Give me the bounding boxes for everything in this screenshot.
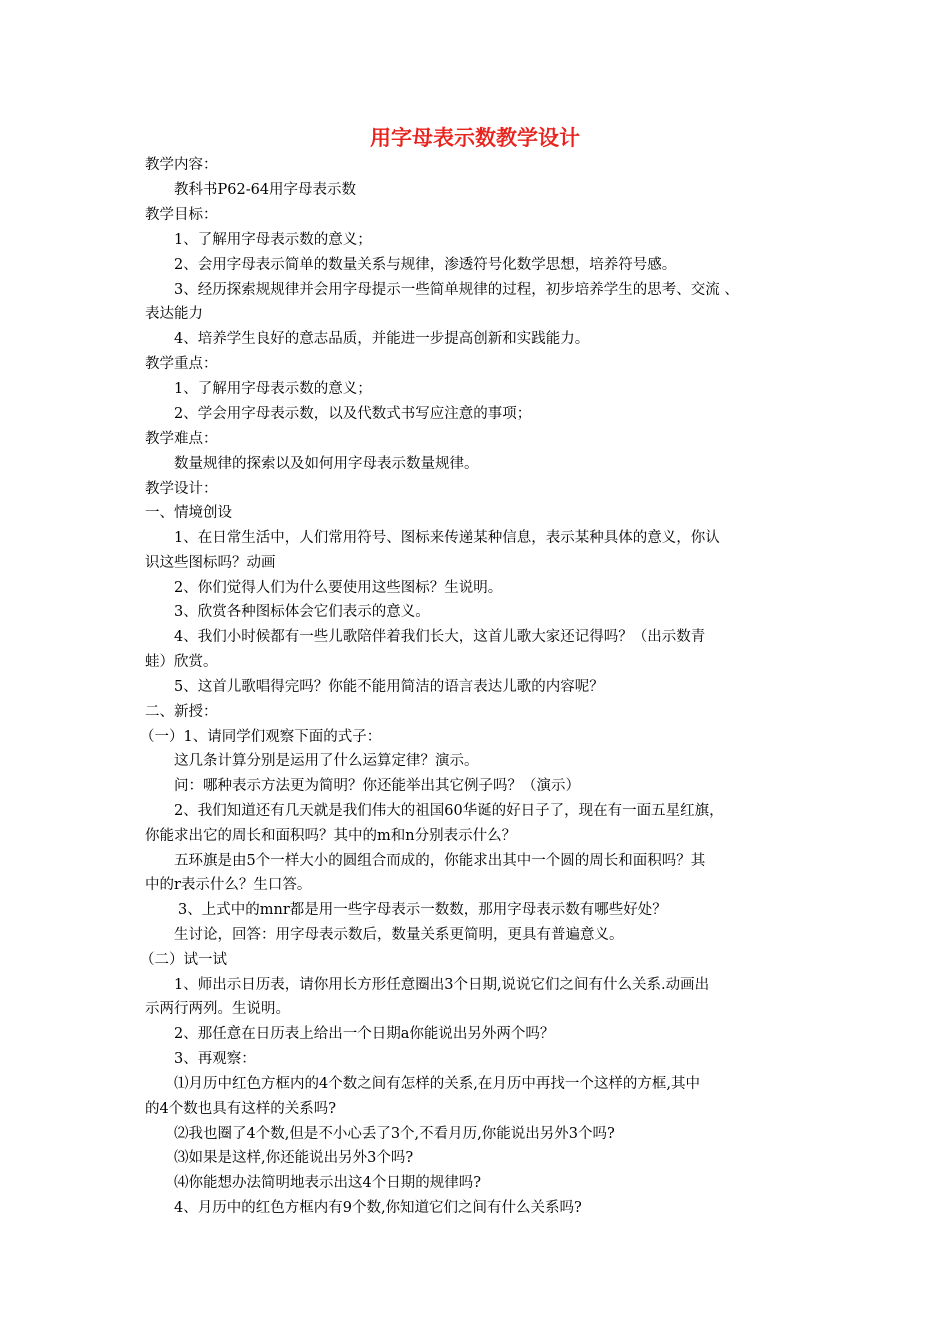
text-line: 一、情境创设 <box>145 505 232 521</box>
text-line: 4、培养学生良好的意志品质，并能进一步提高创新和实践能力。 <box>174 331 590 347</box>
text-line: 数量规律的探索以及如何用字母表示数量规律。 <box>174 456 479 472</box>
text-line: 教学内容： <box>145 157 218 173</box>
text-line: 生讨论，回答：用字母表示数后，数量关系更简明，更具有普遍意义。 <box>174 927 624 943</box>
text-line: 2、那任意在日历表上给出一个日期a你能说出另外两个吗？ <box>174 1026 555 1042</box>
text-line: ⑴月历中红色方框内的4个数之间有怎样的关系,在月历中再找一个这样的方框,其中 <box>174 1076 700 1092</box>
text-line: 教学难点： <box>145 431 218 447</box>
text-line: 4、我们小时候都有一些儿歌陪伴着我们长大，这首儿歌大家还记得吗？（出示数青 <box>174 629 706 645</box>
text-line: ⑶如果是这样,你还能说出另外3个吗? <box>174 1150 414 1166</box>
document-title: 用字母表示数教学设计 <box>370 125 580 150</box>
text-line: （二）试一试 <box>140 952 227 968</box>
text-line: 示两行两列。生说明。 <box>145 1001 290 1017</box>
text-line: 1、了解用字母表示数的意义； <box>174 232 372 248</box>
text-line: 2、我们知道还有几天就是我们伟大的祖国60华诞的好日子了，现在有一面五星红旗， <box>174 803 724 819</box>
text-line: 1、了解用字母表示数的意义； <box>174 381 372 397</box>
text-line: 3、欣赏各种图标体会它们表示的意义。 <box>174 604 430 620</box>
text-line: 2、你们觉得人们为什么要使用这些图标？生说明。 <box>174 580 503 596</box>
text-line: 教学设计： <box>145 481 218 497</box>
text-line: 问：哪种表示方法更为简明？你还能举出其它例子吗？（演示） <box>174 778 580 794</box>
text-line: 识这些图标吗？动画 <box>145 555 276 571</box>
text-line: 3、再观察： <box>174 1051 256 1067</box>
text-line: 教学重点： <box>145 356 218 372</box>
text-line: 4、月历中的红色方框内有9个数,你知道它们之间有什么关系吗? <box>174 1200 582 1216</box>
text-line: 中的r表示什么？生口答。 <box>145 877 312 893</box>
text-line: ⑷你能想办法简明地表示出这4个日期的规律吗? <box>174 1175 481 1191</box>
text-line: ⑵我也圈了4个数,但是不小心丢了3个,不看月历,你能说出另外3个吗? <box>174 1126 615 1142</box>
text-line: 蛙）欣赏。 <box>145 654 218 670</box>
text-line: 1、在日常生活中，人们常用符号、图标来传递某种信息，表示某种具体的意义，你认 <box>174 530 720 546</box>
text-line: 3、经历探索规规律并会用字母提示一些简单规律的过程，初步培养学生的思考、交流 、 <box>174 282 739 298</box>
text-line: 5、这首儿歌唱得完吗？你能不能用简洁的语言表达儿歌的内容呢？ <box>174 679 604 695</box>
text-line: 3、上式中的mnr都是用一些字母表示一数数，那用字母表示数有哪些好处？ <box>178 902 667 918</box>
text-line: 教科书P62-64用字母表示数 <box>174 182 357 198</box>
text-line: （一）1、请同学们观察下面的式子： <box>140 729 382 745</box>
text-line: 的4个数也具有这样的关系吗? <box>145 1101 336 1117</box>
text-line: 二、新授： <box>145 704 218 720</box>
text-line: 2、会用字母表示简单的数量关系与规律，渗透符号化数学思想，培养符号感。 <box>174 257 677 273</box>
text-line: 2、学会用字母表示数，以及代数式书写应注意的事项； <box>174 406 532 422</box>
text-line: 教学目标： <box>145 207 218 223</box>
text-line: 你能求出它的周长和面积吗？其中的m和n分别表示什么？ <box>145 828 517 844</box>
text-line: 这几条计算分别是运用了什么运算定律？演示。 <box>174 753 479 769</box>
text-line: 五环旗是由5个一样大小的圆组合而成的，你能求出其中一个圆的周长和面积吗？其 <box>174 853 706 869</box>
text-line: 1、师出示日历表，请你用长方形任意圈出3个日期,说说它们之间有什么关系.动画出 <box>174 977 710 993</box>
text-line: 表达能力 <box>145 306 203 322</box>
